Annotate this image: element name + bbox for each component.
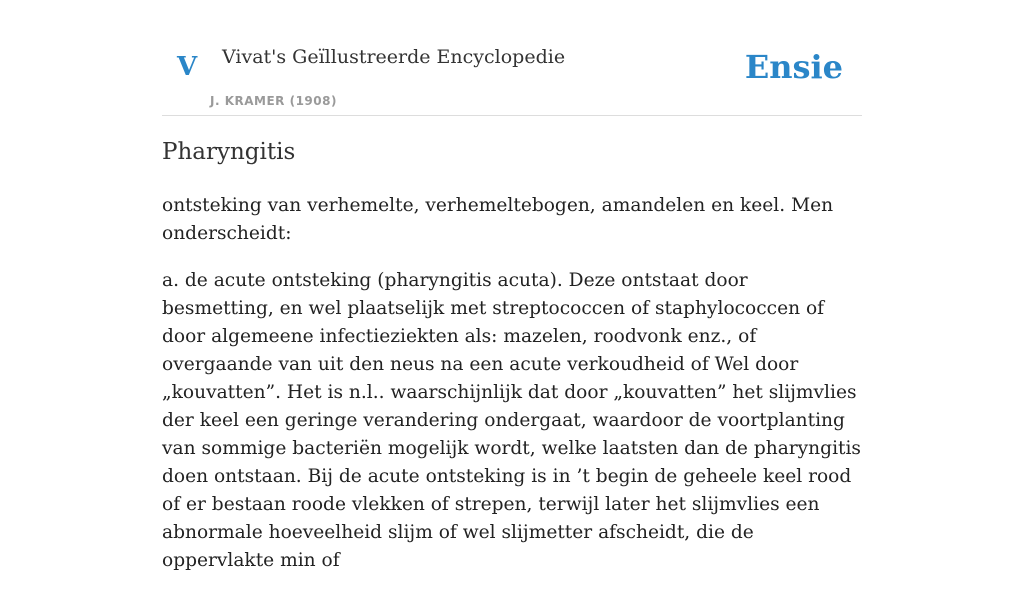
entry-body	[162, 192, 862, 594]
source-logo-icon: V	[177, 52, 198, 82]
source-author: J. KRAMER (1908)	[210, 94, 337, 108]
source-title[interactable]: Vivat's Geïllustreerde Encyclopedie	[222, 46, 566, 68]
entry-paragraph: ontsteking van verhemelte, verhemeltebogen, amandelen en keel. Men onderscheidt:	[162, 195, 834, 244]
ensie-logo-link[interactable]: Ensie	[744, 48, 843, 86]
entry-title: Pharyngitis	[162, 139, 296, 165]
page	[162, 0, 862, 571]
entry-paragraph: a. de acute ontsteking (pharyngitis acuta). Deze ontstaat door besmetting, en wel plaatselijk met streptococcen of staphylococcen of door algemeene infectieziekten als: mazelen, roodvonk enz., of overgaande van uit den neus na een acute verkoudheid of Wel door „kouvatten”. Het is n.l.. waarschijnlijk dat door „kouvatten” het slijmvlies der keel een geringe verandering ondergaat, waardoor de voortplanting van sommige bacteriën mogelijk wordt, welke laatsten dan de pharyngitis doen ontstaan. Bij de acute ontsteking is in ’t begin de geheele keel rood of er bestaan roode vlekken of strepen, terwijl later het slijmvlies een abnormale hoeveelheid slijm of wel slijmetter afscheidt, die de oppervlakte min of	[162, 270, 861, 571]
source-header	[162, 0, 862, 116]
